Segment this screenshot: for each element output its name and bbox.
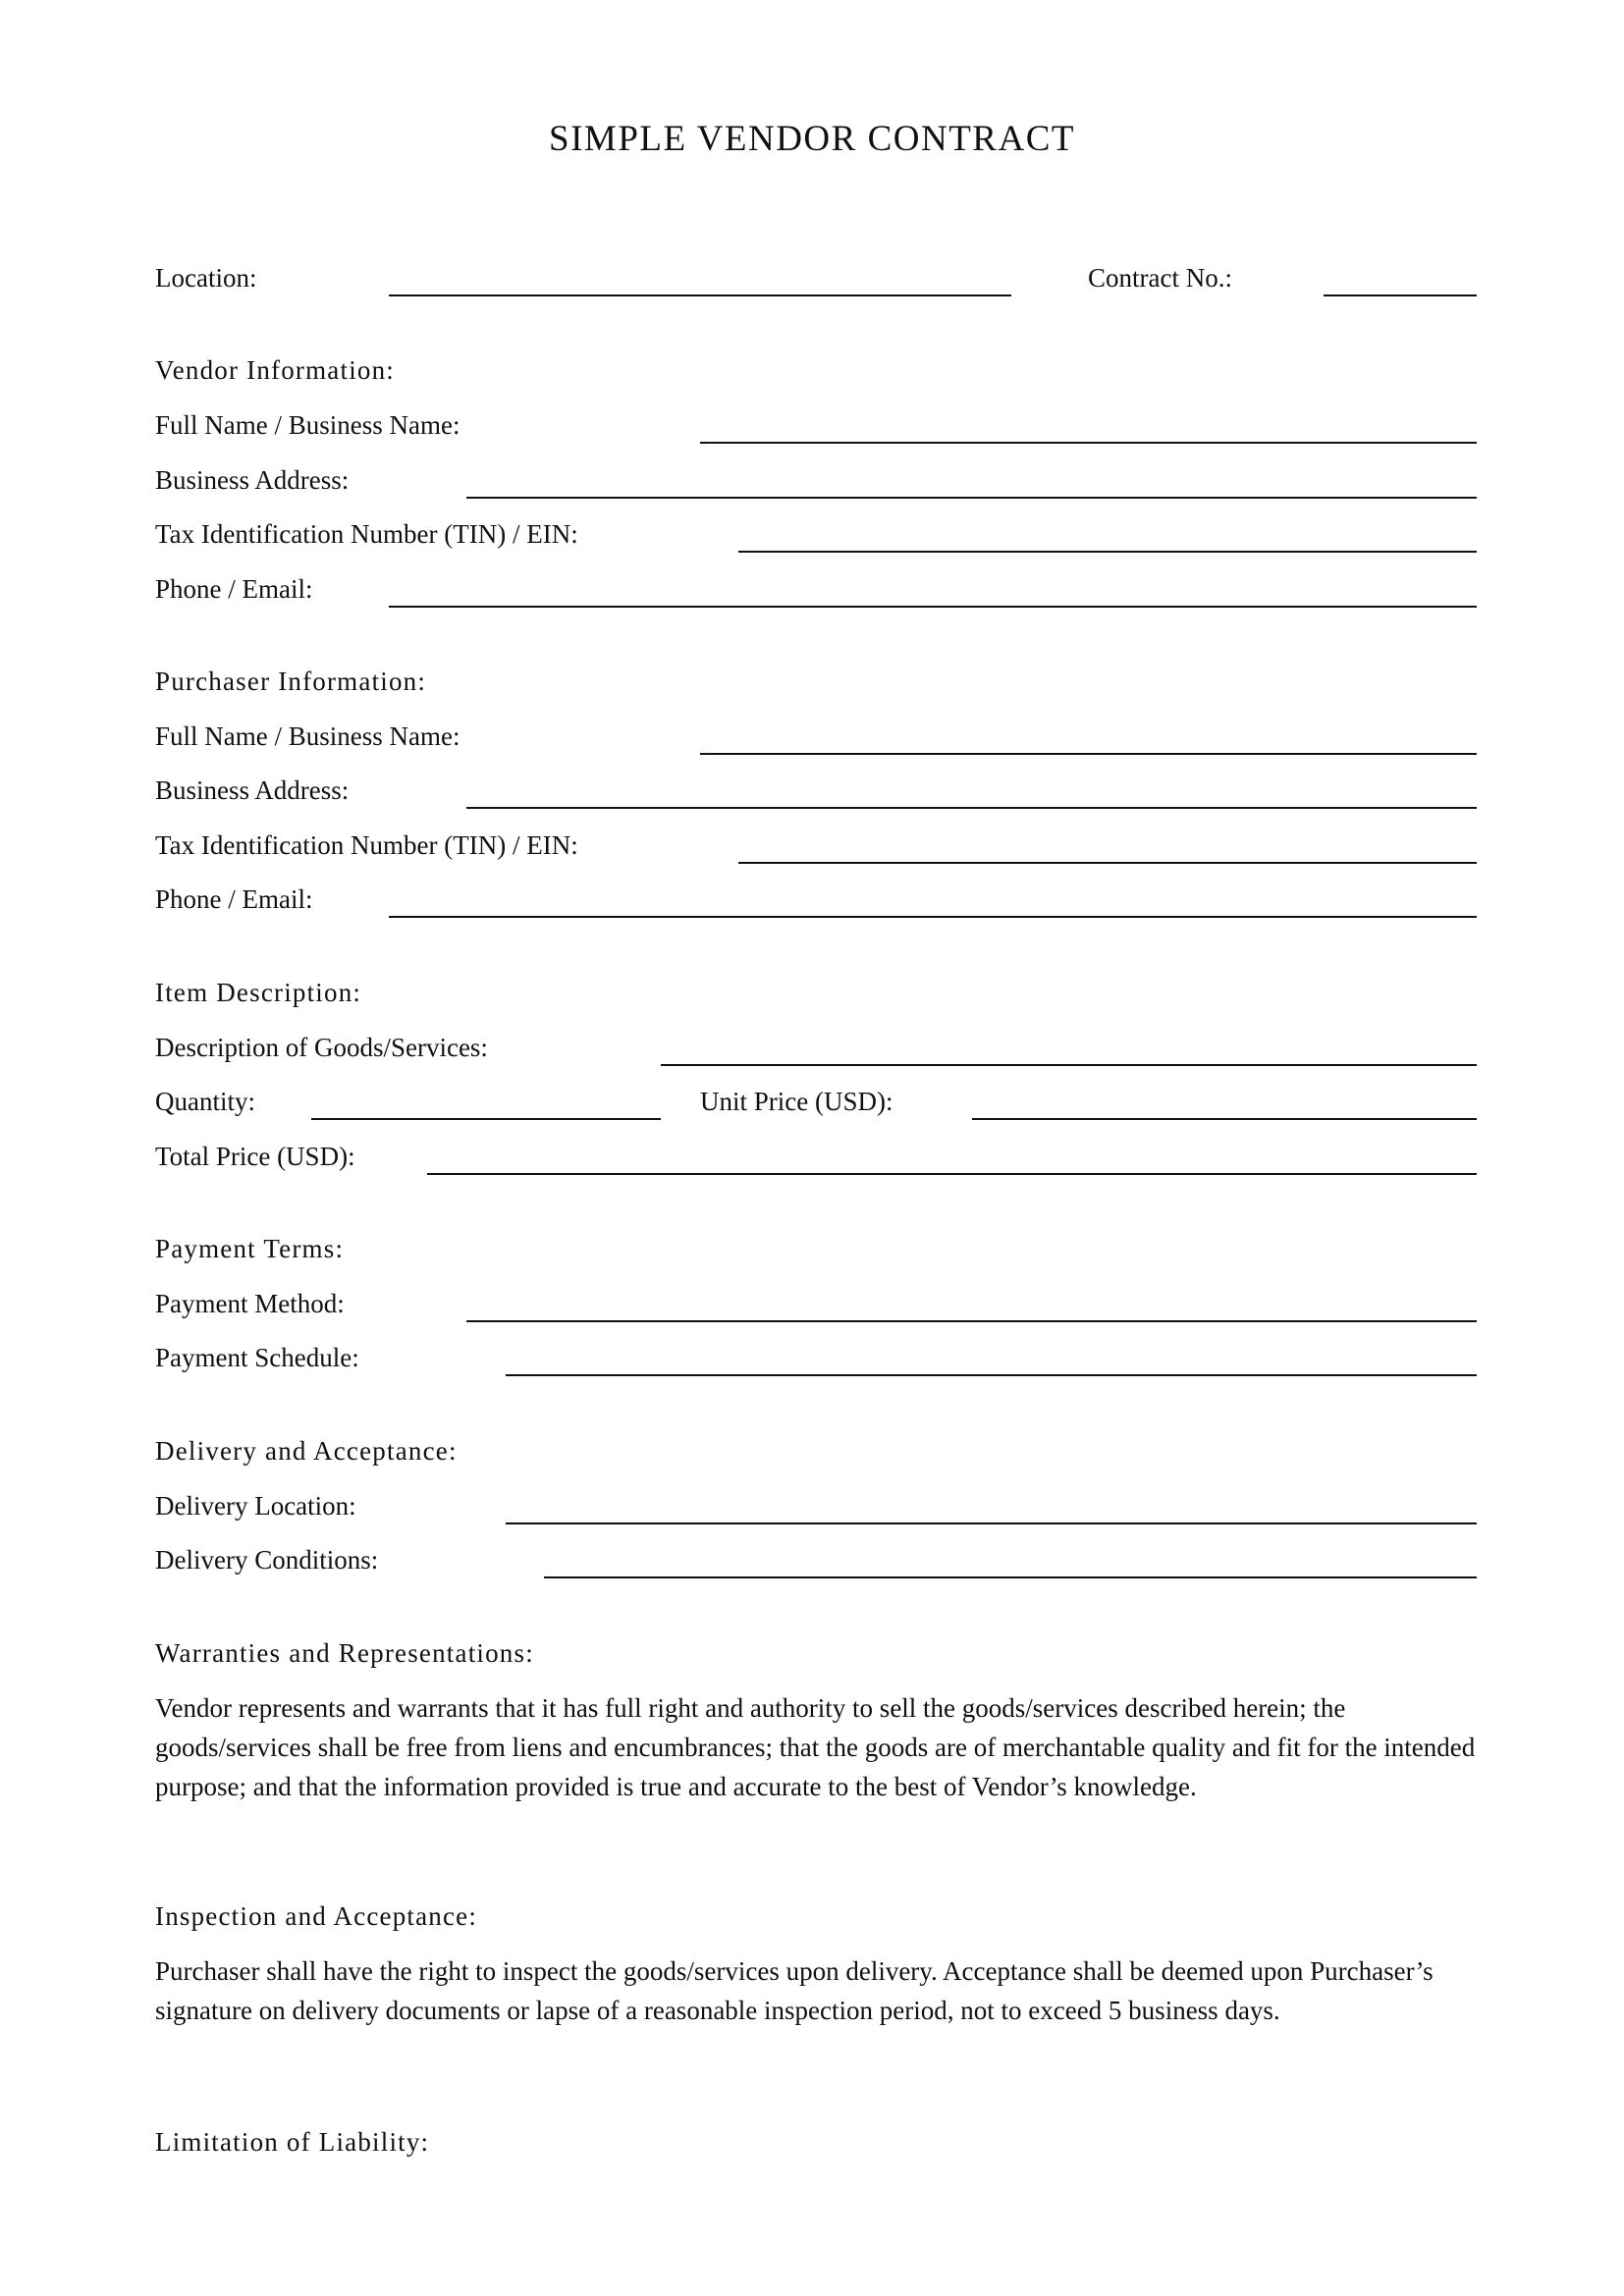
item-description-heading: Item Description: (155, 978, 362, 1007)
payment-schedule-field[interactable] (506, 1374, 1477, 1376)
quantity-field[interactable] (311, 1118, 661, 1120)
purchaser-tin-label: Tax Identification Number (TIN) / EIN: (155, 830, 578, 860)
purchaser-contact-field[interactable] (389, 916, 1477, 918)
liability-heading: Limitation of Liability: (155, 2127, 430, 2157)
delivery-location-label: Delivery Location: (155, 1491, 356, 1521)
warranties-text: Vendor represents and warrants that it has full right and authority to sell the goods/services described herein; the goods/services shall be free from liens and encumbrances; that the goods are of merchantable quality and fit for the intended purpose; and that the information provided is true and accurate to the best of Vendor’s knowledge. (155, 1693, 1476, 1801)
location-field[interactable] (389, 294, 1011, 296)
purchaser-contact-label: Phone / Email: (155, 884, 313, 914)
purchaser-tin-field[interactable] (738, 862, 1477, 864)
purchaser-name-label: Full Name / Business Name: (155, 721, 460, 751)
vendor-contact-field[interactable] (389, 606, 1477, 608)
purchaser-address-field[interactable] (466, 807, 1477, 809)
total-price-label: Total Price (USD): (155, 1142, 355, 1171)
quantity-label: Quantity: (155, 1087, 255, 1116)
delivery-heading: Delivery and Acceptance: (155, 1436, 458, 1466)
warranties-heading: Warranties and Representations: (155, 1638, 534, 1668)
unit-price-label: Unit Price (USD): (700, 1087, 893, 1116)
vendor-tin-field[interactable] (738, 551, 1477, 553)
delivery-location-field[interactable] (506, 1522, 1477, 1524)
payment-method-field[interactable] (466, 1320, 1477, 1322)
payment-terms-heading: Payment Terms: (155, 1234, 345, 1263)
purchaser-address-label: Business Address: (155, 775, 350, 805)
purchaser-info-heading: Purchaser Information: (155, 667, 427, 696)
vendor-contact-label: Phone / Email: (155, 574, 313, 604)
inspection-text: Purchaser shall have the right to inspect the goods/services upon delivery. Acceptance shall be deemed upon Purchaser’s signature on delivery documents or lapse of a reasonable inspection period, not to exceed 5 business days. (155, 1956, 1434, 2025)
total-price-field[interactable] (427, 1173, 1477, 1175)
goods-description-field[interactable] (661, 1064, 1477, 1066)
contract-no-label: Contract No.: (1088, 263, 1232, 293)
page-title: SIMPLE VENDOR CONTRACT (549, 119, 1075, 159)
delivery-conditions-label: Delivery Conditions: (155, 1545, 379, 1575)
contract-no-field[interactable] (1324, 294, 1477, 296)
location-label: Location: (155, 263, 257, 293)
inspection-heading: Inspection and Acceptance: (155, 1901, 478, 1931)
payment-method-label: Payment Method: (155, 1289, 345, 1318)
vendor-address-label: Business Address: (155, 465, 350, 495)
vendor-tin-label: Tax Identification Number (TIN) / EIN: (155, 519, 578, 549)
goods-description-label: Description of Goods/Services: (155, 1033, 488, 1062)
vendor-name-field[interactable] (700, 442, 1477, 444)
delivery-conditions-field[interactable] (544, 1576, 1477, 1578)
vendor-name-label: Full Name / Business Name: (155, 410, 460, 440)
vendor-address-field[interactable] (466, 497, 1477, 499)
vendor-info-heading: Vendor Information: (155, 355, 395, 385)
purchaser-name-field[interactable] (700, 753, 1477, 755)
payment-schedule-label: Payment Schedule: (155, 1343, 359, 1372)
unit-price-field[interactable] (972, 1118, 1477, 1120)
